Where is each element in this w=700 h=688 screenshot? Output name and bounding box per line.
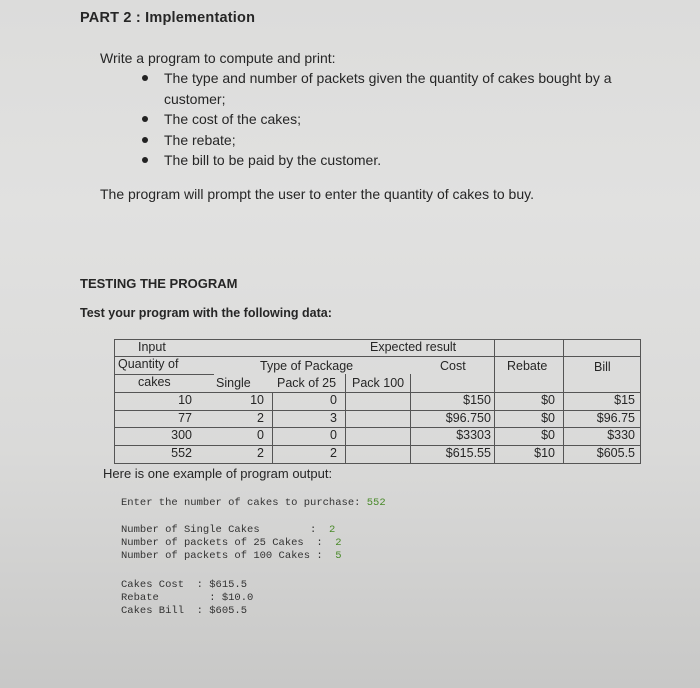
cell-single: 0 <box>257 428 264 442</box>
header-single: Single <box>216 376 251 390</box>
table-border <box>114 356 641 357</box>
table-border <box>114 339 115 464</box>
console-value: 2 <box>335 537 342 549</box>
table-border <box>563 339 564 464</box>
cell-rebate: $0 <box>541 393 555 407</box>
header-rebate: Rebate <box>507 359 548 373</box>
header-quantity-of: Quantity of <box>118 357 179 371</box>
prompt-sentence: The program will prompt the user to enter the quantity of cakes to buy. <box>100 186 534 202</box>
cell-rebate: $10 <box>534 446 555 460</box>
console-value: 2 <box>328 524 336 536</box>
cell-bill: $330 <box>607 428 635 442</box>
cell-bill: $96.75 <box>596 411 635 425</box>
bullet-icon <box>142 157 148 163</box>
testing-heading: TESTING THE PROGRAM <box>80 276 238 291</box>
list-item-text: The bill to be paid by the customer. <box>164 152 382 168</box>
console-label: Number of Single Cakes : <box>121 524 329 536</box>
cell-single: 2 <box>257 411 264 425</box>
console-p100-line <box>121 550 342 562</box>
list-item-text: The type and number of packets given the quantity of cakes bought by a customer; <box>164 70 612 107</box>
console-value: 5 <box>335 550 342 562</box>
cell-quantity: 77 <box>178 411 192 425</box>
console-input-value: 552 <box>366 497 386 509</box>
bullet-icon <box>142 116 148 122</box>
list-item-text: The rebate; <box>164 131 236 148</box>
cell-pack-100: 0 <box>484 393 491 407</box>
cell-pack-100: 3 <box>484 428 491 442</box>
list-item <box>140 130 660 151</box>
cell-pack-25: 2 <box>330 446 337 460</box>
cell-cost: $330 <box>456 428 484 442</box>
cell-single: 2 <box>257 446 264 460</box>
list-item <box>140 150 660 171</box>
list-item <box>140 68 660 109</box>
list-item-text: The cost of the cakes; <box>164 111 301 127</box>
table-border <box>410 374 411 464</box>
cell-quantity: 10 <box>178 393 192 407</box>
header-cost: Cost <box>440 359 466 373</box>
table-border <box>114 445 641 446</box>
test-data-table <box>114 339 641 465</box>
list-item <box>140 109 660 130</box>
header-bill: Bill <box>594 360 611 374</box>
header-expected-result: Expected result <box>370 340 457 354</box>
header-input: Input <box>138 340 166 354</box>
header-pack-100: Pack 100 <box>352 376 405 390</box>
requirements-list <box>140 68 660 171</box>
table-border <box>114 463 641 464</box>
console-label: Number of packets of 100 Cakes : <box>121 550 336 562</box>
cell-rebate: $0 <box>541 411 555 425</box>
table-border <box>345 374 346 464</box>
cell-bill: $15 <box>614 393 635 407</box>
part-title: PART 2 : Implementation <box>80 10 256 26</box>
console-bill-line: Cakes Bill : $605.5 <box>121 605 248 617</box>
console-prompt: Enter the number of cakes to purchase: <box>121 497 367 509</box>
console-p25-line <box>121 537 342 549</box>
intro-text: Write a program to compute and print: <box>100 50 336 66</box>
bullet-icon <box>142 137 148 143</box>
cell-pack-100: 5 <box>484 446 491 460</box>
table-border <box>114 392 641 393</box>
table-border <box>114 427 641 428</box>
cell-pack-25: 3 <box>330 411 337 425</box>
cell-quantity: 552 <box>171 446 192 460</box>
table-border <box>494 339 495 464</box>
console-label: Number of packets of 25 Cakes : <box>121 537 336 549</box>
cell-rebate: $0 <box>541 428 555 442</box>
header-pack-25: Pack of 25 <box>277 376 337 390</box>
table-border <box>272 392 273 464</box>
header-type-of-package: Type of Package <box>260 359 354 373</box>
cell-cost: $15 <box>463 393 484 407</box>
example-label: Here is one example of program output: <box>103 466 333 481</box>
cell-cost: $615.5 <box>445 446 484 460</box>
console-enter-line <box>121 497 386 509</box>
bullet-icon <box>142 75 148 81</box>
cell-pack-25: 0 <box>330 428 337 442</box>
table-border <box>114 410 641 411</box>
cell-pack-25: 0 <box>330 393 337 407</box>
cell-quantity: 300 <box>171 428 192 442</box>
cell-cost: $96.75 <box>445 411 484 425</box>
cell-single: 10 <box>250 393 264 407</box>
table-border <box>640 339 641 464</box>
cell-pack-100: 0 <box>484 411 491 425</box>
cell-bill: $605.5 <box>596 446 635 460</box>
console-single-line <box>121 524 335 536</box>
console-rebate-line: Rebate : $10.0 <box>121 592 254 604</box>
test-data-label: Test your program with the following data: <box>80 306 332 320</box>
header-cakes: cakes <box>138 375 171 389</box>
console-cost-line: Cakes Cost : $615.5 <box>121 579 248 591</box>
